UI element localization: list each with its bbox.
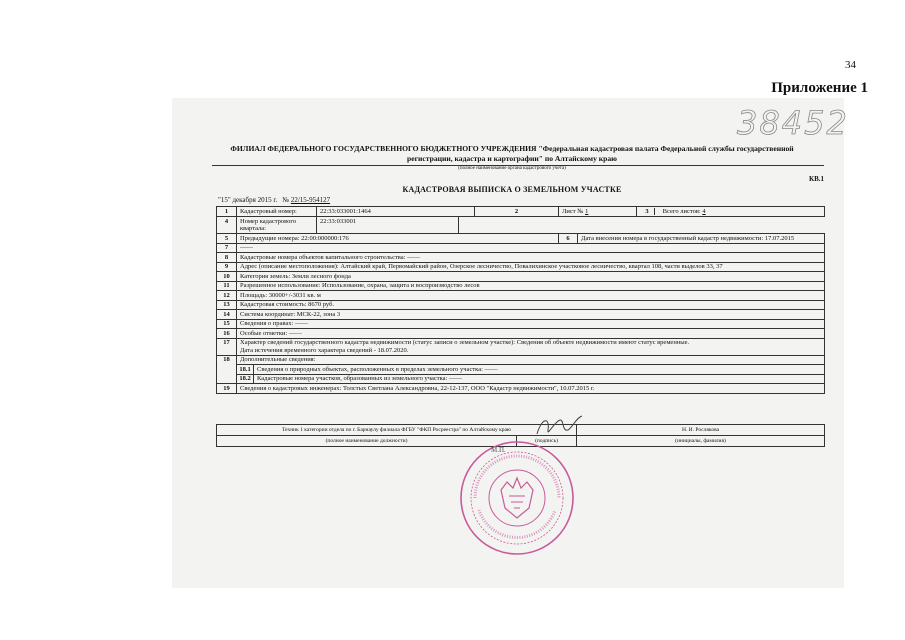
total-sheets-label: Всего листов: [662,207,701,215]
row-number: 17 [217,338,237,355]
rights-info: Сведения о правах: —— [237,319,825,329]
table-row [217,272,825,282]
table-row [217,355,825,384]
scanned-document [172,98,849,588]
row-number: 6 [559,234,578,244]
cadastral-number-label: Кадастровый номер: [237,207,317,217]
official-seal [457,438,577,558]
row-number: 9 [217,262,237,272]
table-row [217,217,825,234]
form-code: КВ.1 [809,175,824,183]
table-row [217,329,825,339]
document-number: 22/15-954127 [290,196,331,204]
name-caption: (инициалы, фамилия) [577,436,825,447]
cadastral-value: Кадастровая стоимость: 8670 руб. [237,300,825,310]
signer-name: Н. И. Рослякова [577,425,825,436]
signature-caption: (подпись) [517,436,577,447]
row-number: 18.2 [237,374,254,383]
table-row [217,207,825,217]
total-sheets-value: 4 [702,207,706,215]
number-label: № [282,196,290,204]
address: Адрес (описание местоположения): Алтайский край, Первомайский район, Озерское лесничество, Повалихинское участковое лесничество, квартал 108, части выделов 33, 37 [237,262,825,272]
row-number: 11 [217,281,237,291]
table-row [217,234,825,244]
record-status-text: Характер сведений государственного кадастра недвижимости (статус записи о земельном участке): Сведения об объекте недвижимости имеют статус временные. [240,339,690,346]
table-row [217,243,825,253]
cadastral-engineers: Сведения о кадастровых инженерах: Толстых Светлана Александровна, 22-12-137, ООО "Кадастр недвижимости", 10.07.2015 г. [237,384,825,394]
area: Площадь: 30000+/-3031 кв. м [237,291,825,301]
issue-date: "15" декабря 2015 г. [218,196,278,204]
row-number: 13 [217,300,237,310]
table-row [217,338,825,355]
table-row [217,291,825,301]
record-status [237,338,825,355]
permitted-use: Разрешенное использование: Использование, охрана, защита и воспроизводство лесов [237,281,825,291]
sheet-value: 1 [585,207,589,215]
page-number: 34 [845,59,856,71]
land-category: Категория земель: Земли лесного фонда [237,272,825,282]
appendix-title: Приложение 1 [771,80,868,96]
total-sheets-cell [637,207,825,217]
expiry-date-text: Дата истечения временного характера сведений - 18.07.2020. [240,346,409,354]
row-7-text: —— [237,243,825,253]
row-number: 18.1 [237,365,254,375]
sheet-label: Лист № [562,207,584,215]
quarter-label: Номер кадастрового квартала: [237,217,317,234]
row-number: 2 [475,207,559,217]
row-number: 19 [217,384,237,394]
additional-info-label: Дополнительные сведения: [240,356,316,363]
row-number: 15 [217,319,237,329]
special-notes: Особые отметки: —— [237,329,825,339]
table-row [217,310,825,320]
table-row [217,262,825,272]
row-number: 3 [640,208,655,216]
previous-numbers: Предыдущие номера: 22:00:000000:176 [237,234,559,244]
position-caption: (полное наименование должности) [217,436,517,447]
quarter-value: 22:33:033001 [317,217,459,234]
registration-date: Дата внесения номера в государственный кадастр недвижимости: 17.07.2015 [578,234,825,244]
table-row [217,319,825,329]
additional-info [237,355,825,384]
row-number: 10 [217,272,237,282]
date-line [218,196,330,204]
row-number: 14 [217,310,237,320]
sheet-cell [559,207,637,217]
row-number: 18 [217,355,237,384]
row-number: 4 [217,217,237,234]
mp-label: М.П. [491,446,506,454]
derived-parcels: Кадастровые номера участков, образованных из земельного участка: —— [254,374,825,383]
organization-caption: (полное наименование органа кадастрового учета) [458,166,566,171]
table-row [217,281,825,291]
row-number: 16 [217,329,237,339]
additional-info-subtable [237,364,824,383]
natural-objects: Сведения о природных объектах, расположенных в пределах земельного участка: —— [254,365,825,375]
row-number: 7 [217,243,237,253]
capital-objects: Кадастровые номера объектов капитального строительства: —— [237,253,825,263]
row-number: 1 [217,207,237,217]
handwritten-number: 38452 [737,104,849,142]
document-title: КАДАСТРОВАЯ ВЫПИСКА О ЗЕМЕЛЬНОМ УЧАСТКЕ [402,185,622,194]
row-number: 5 [217,234,237,244]
table-row [217,253,825,263]
organization-title: ФИЛИАЛ ФЕДЕРАЛЬНОГО ГОСУДАРСТВЕННОГО БЮДЖЕТНОГО УЧРЕЖДЕНИЯ "Федеральная кадастровая палата Федеральной службы государственной регистрации, кадастра и картографии" по Алтайскому краю [230,144,794,163]
table-row [217,300,825,310]
coordinate-system: Система координат: МСК-22, зона 3 [237,310,825,320]
row-number: 8 [217,253,237,263]
empty-cell [459,217,825,234]
signer-position: Техник 1 категории отдела по г. Барнаулу филиала ФГБУ "ФКП Росреестра" по Алтайскому краю [217,425,577,436]
row-number: 12 [217,291,237,301]
cadastral-number-value: 22:33:033001:1464 [317,207,475,217]
table-row [217,384,825,394]
cadastral-table [216,206,825,394]
